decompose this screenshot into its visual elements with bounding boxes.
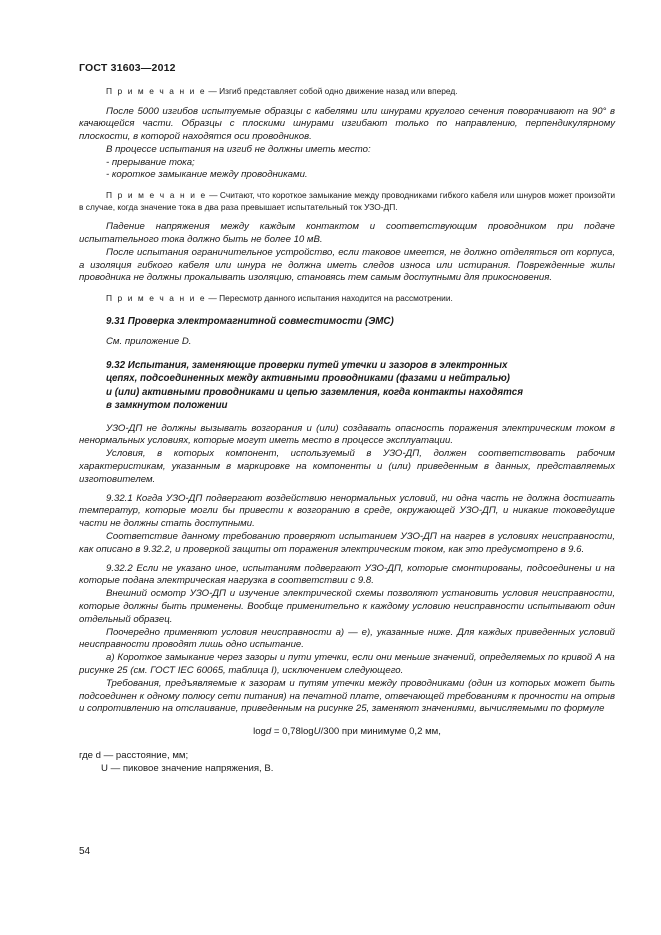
note-1 (79, 86, 615, 98)
paragraph: Требования, предъявляемые к зазорам и путям утечки между проводниками (один из которых может быть подсоединен к одному полюсу сети питания) на печатной плате, отвечающей требованиям к прочности на отрыв и сопротивлению на отслаивание, приведенным на рисунке 25, заменяют значениями, вычисляемыми по формуле (79, 677, 615, 715)
paragraph: После испытания ограничительное устройство, если таковое имеется, не должно отделяться от корпуса, а изоляция гибкого кабеля или шнура не должна иметь следов износа или истирания. Поврежденные жилы проводника не должны прокалывать изоляцию, становясь тем самым доступными для прикосновения. (79, 246, 615, 284)
paragraph: 9.32.1 Когда УЗО-ДП подвергают воздействию ненормальных условий, ни одна часть не должна достигать температур, которые могли бы привести к возгоранию в среде, окружающей УЗО-ДП, и никакие токоведущие части не должны стать доступными. (79, 492, 615, 530)
standard-header: ГОСТ 31603—2012 (79, 62, 176, 74)
formula-var-d: d (265, 726, 272, 738)
paragraph: 9.32.2 Если не указано иное, испытаниям подвергают УЗО-ДП, которые смонтированы, подсоединены и на которые подана электрическая нагрузка в соответствии с 9.8. (79, 562, 615, 587)
paragraph: См. приложение D. (106, 336, 192, 348)
formula-legend (79, 749, 615, 775)
formula-log: log (253, 726, 266, 738)
note-text: — Пересмотр данного испытания находится на рассмотрении. (206, 293, 453, 304)
heading-line: цепях, подсоединенных между активными проводниками (фазами и нейтралью) (106, 373, 510, 385)
note-text: — Считают, что короткое замыкание между проводниками гибкого кабеля или шнуров может произойти в случае, когда значение тока в два раза превышает испытательный ток УЗО-ДП. (79, 190, 615, 212)
paragraph: УЗО-ДП не должны вызывать возгорания и (или) создавать опасность поражения электрическим током в ненормальных условиях, которые могут иметь место в процессе эксплуатации. (79, 422, 615, 447)
legend-row-u: U — пиковое значение напряжения, В. (101, 763, 274, 775)
paragraph: В процессе испытания на изгиб не должны иметь место: (106, 143, 371, 155)
paragraph: а) Короткое замыкание через зазоры и пути утечки, если они меньше значений, определяемых по кривой А на рисунке 25 (см. ГОСТ IEC 60065, таблица I), исключением следующего. (79, 652, 615, 676)
page-content (79, 86, 615, 775)
note-label: П р и м е ч а н и е (106, 86, 207, 96)
list-item: - короткое замыкание между проводниками. (106, 169, 308, 181)
note-2 (79, 190, 615, 213)
heading-line: 9.32 Испытания, заменяющие проверки путей утечки и зазоров в электронных (106, 359, 508, 371)
section-heading-9-32 (79, 359, 615, 413)
paragraph: Условия, в которых компонент, используемый в УЗО-ДП, должен соответствовать рабочим характеристикам, указанным в маркировке на компоненты и (или) приведенным в данных, представляемых изготовителем. (79, 448, 615, 485)
formula (79, 726, 615, 737)
legend-row-d: где d — расстояние, мм; (79, 750, 189, 762)
note-3 (79, 293, 615, 305)
note-label: П р и м е ч а н и е (106, 190, 207, 201)
heading-line: в замкнутом положении (106, 400, 228, 412)
paragraph: Падение напряжения между каждым контактом и соответствующим проводником при подаче испытательного тока должно быть не более 10 мВ. (79, 221, 615, 246)
paragraph: После 5000 изгибов испытуемые образцы с кабелями или шнурами круглого сечения поворачивают на 90° в качающейся части. Образцы с плоскими шнурами изгибают только по направлению, перпендикулярному плоскости, в которой находятся оси проводников. (79, 105, 615, 143)
paragraph: Поочередно применяют условия неисправности а) — е), указанные ниже. Для каждых приведенных условий неисправности проводят лишь одно испытание. (79, 626, 615, 651)
heading-line: и (или) активными проводниками и цепью заземления, когда контакты находятся (106, 386, 523, 398)
formula-var-u: U (313, 726, 321, 738)
formula-mid: = 0,78log (271, 726, 314, 738)
page-number: 54 (79, 846, 91, 857)
note-text: — Изгиб представляет собой одно движение назад или вперед. (206, 86, 458, 96)
paragraph: Соответствие данному требованию проверяют испытанием УЗО-ДП на нагрев в условиях неисправности, как описано в 9.32.2, и проверкой защиты от поражения электрическим током, как это предусмотрено в 9.6. (79, 530, 615, 555)
formula-tail: /300 при минимуме 0,2 мм, (320, 726, 441, 738)
paragraph: Внешний осмотр УЗО-ДП и изучение электрической схемы позволяют установить условия неисправности, которые должны быть применены. Вообще применительно к каждому условию неисправности испытывают один отдельный образец. (79, 588, 615, 625)
note-label: П р и м е ч а н и е (106, 293, 207, 304)
section-heading-9-31: 9.31 Проверка электромагнитной совместимости (ЭМС) (106, 315, 394, 327)
list-item: - прерывание тока; (106, 156, 195, 168)
